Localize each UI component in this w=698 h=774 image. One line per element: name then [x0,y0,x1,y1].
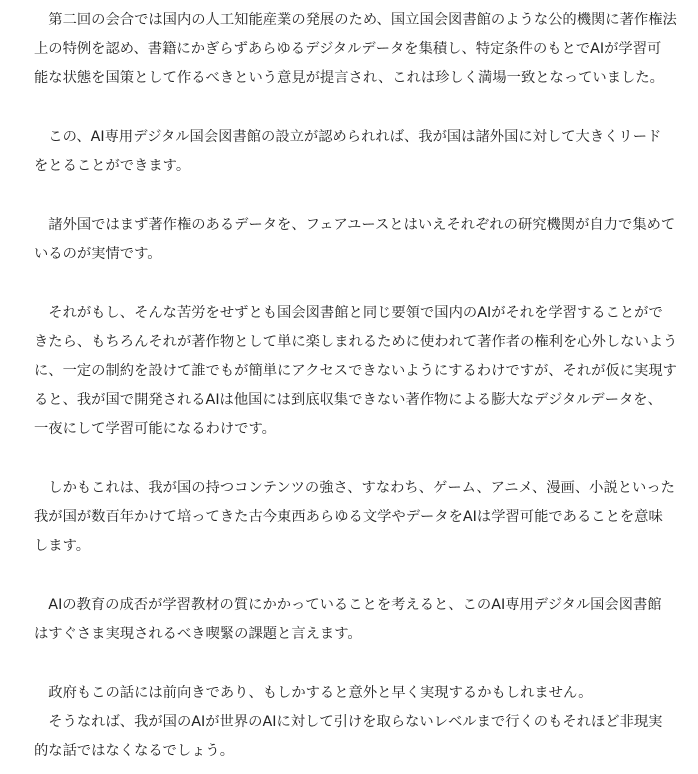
paragraph-line: AIの教育の成否が学習教材の質にかかっていることを考えると、このAI専用デジタル国会図書館 [34,597,662,613]
paragraph-line: 第二回の会合では国内の人工知能産業の発展のため、国立国会図書館のような公的機関に著作権法 [34,12,677,28]
paragraph-line: 一夜にして学習可能になるわけです。 [34,421,276,437]
paragraph-line: 政府もこの話には前向きであり、もしかすると意外と早く実現するかもしれません。 [34,685,593,701]
paragraph-line: ると、我が国で開発されるAIは他国には到底収集できない著作物による膨大なデジタルデータを、 [34,392,662,408]
paragraph-line: します。 [34,538,91,554]
paragraph-4 [34,299,678,444]
paragraph-line: この、AI専用デジタル国会図書館の設立が認められれば、我が国は諸外国に対して大きくリード [34,129,662,145]
paragraph-line: をとることができます。 [34,158,191,174]
paragraph-line: はすぐさま実現されるべき喫緊の課題と言えます。 [34,626,362,642]
paragraph-1 [34,6,677,93]
paragraph-line: 能な状態を国策として作るべきという意見が提言され、これは珍しく満場一致となっていました。 [34,70,664,86]
paragraph-line: 我が国が数百年かけて培ってきた古今東西あらゆる文学やデータをAIは学習可能であることを意味 [34,509,663,525]
paragraph-line: 諸外国ではまず著作権のあるデータを、フェアユースとはいえそれぞれの研究機関が自力で集めて [34,217,676,233]
paragraph-5 [34,474,675,561]
paragraph-line: そうなれば、我が国のAIが世界のAIに対して引けを取らないレベルまで行くのもそれほど非現実 [34,714,663,730]
paragraph-line: 上の特例を認め、書籍にかぎらずあらゆるデジタルデータを集積し、特定条件のもとでAIが学習可 [34,41,662,57]
paragraph-line: それがもし、そんな苦労をせずとも国会図書館と同じ要領で国内のAIがそれを学習することがで [34,305,663,321]
article-body [34,0,678,766]
paragraph-3 [34,211,676,269]
paragraph-line: 的な話ではなくなるでしょう。 [34,743,235,759]
paragraph-line: しかもこれは、我が国の持つコンテンツの強さ、すなわち、ゲーム、アニメ、漫画、小説といった [34,480,675,496]
paragraph-line: きたら、もちろんそれが著作物として単に楽しまれるために使われて著作者の権利を心外しないよう [34,334,678,350]
paragraph-6 [34,591,666,649]
paragraph-8 [34,708,666,766]
paragraph-2 [34,123,666,181]
paragraph-line: に、一定の制約を設けて誰でもが簡単にアクセスできないようにするわけですが、それが仮に実現す [34,363,677,379]
paragraph-line: いるのが実情です。 [34,246,162,262]
paragraph-7 [34,679,666,708]
